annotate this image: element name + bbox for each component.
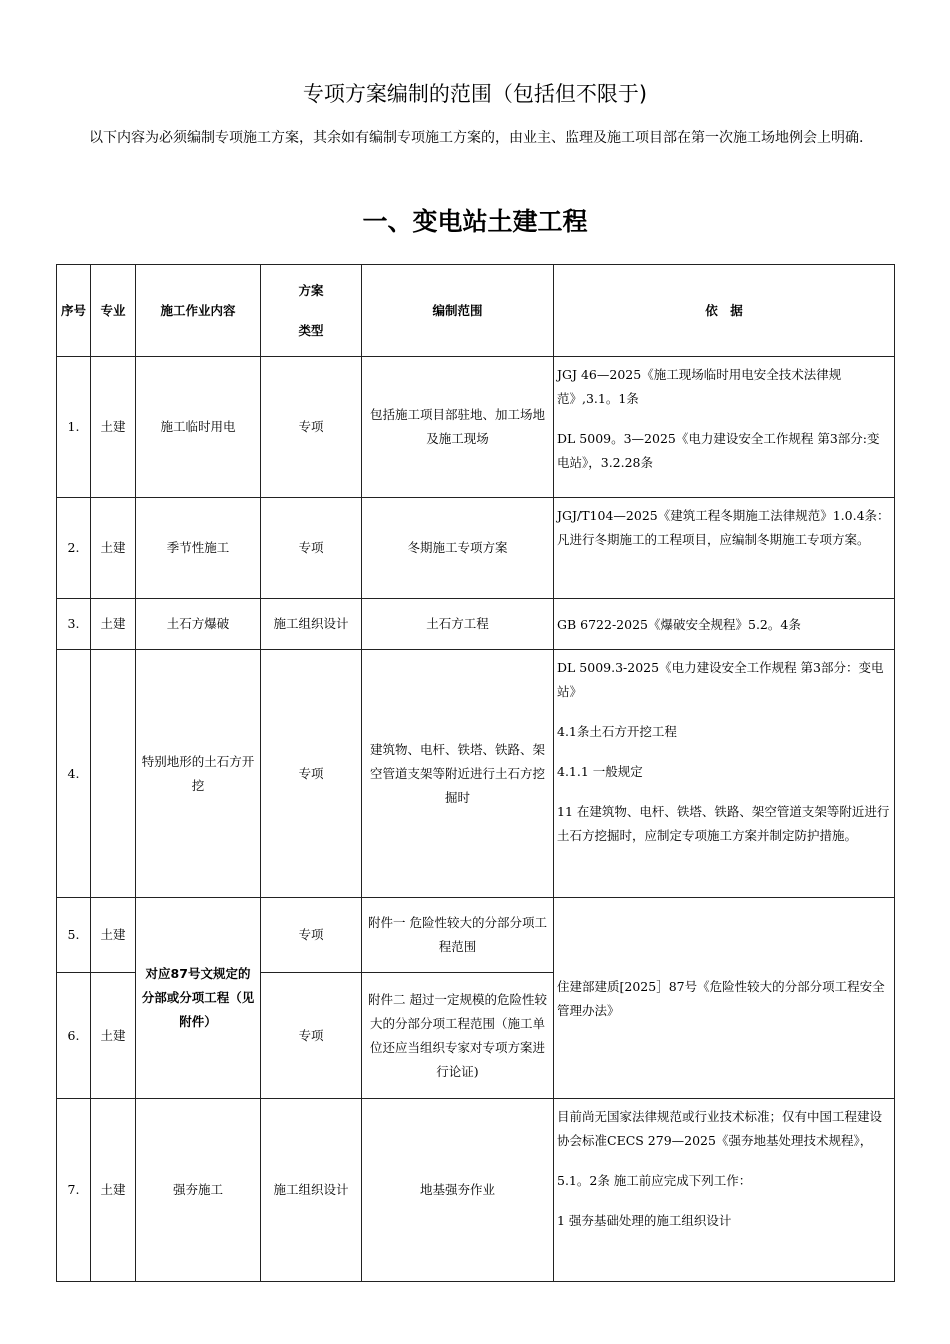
header-scope: 编制范围 <box>362 265 554 357</box>
row-type: 施工组织设计 <box>261 599 362 650</box>
row-discipline: 土建 <box>91 1099 136 1282</box>
header-content: 施工作业内容 <box>136 265 261 357</box>
row-no: 1. <box>57 357 91 498</box>
basis-line: 4.1.1 一般规定 <box>557 764 643 779</box>
page-title: 专项方案编制的范围（包括但不限于) <box>302 82 648 106</box>
row-content: 施工临时用电 <box>136 357 261 498</box>
basis-line: 目前尚无国家法律规范或行业技术标准；仅有中国工程建设协会标准CECS 279—2025《强夯地基处理技术规程》， <box>557 1109 883 1148</box>
row-scope: 附件一 危险性较大的分部分项工程范围 <box>362 898 554 973</box>
basis-line: JGJ 46—2025《施工现场临时用电安全技术法律规范》,3.1。1条 <box>557 367 842 406</box>
basis-line: GB 6722-2025《爆破安全规程》5.2。4条 <box>557 617 801 632</box>
row-scope: 建筑物、电杆、铁塔、铁路、架空管道支架等附近进行土石方挖掘时 <box>362 650 554 898</box>
row-scope: 包括施工项目部驻地、加工场地及施工现场 <box>362 357 554 498</box>
row-type: 专项 <box>261 973 362 1099</box>
table-row <box>57 650 895 898</box>
header-no: 序号 <box>57 265 91 357</box>
table-row <box>57 898 895 973</box>
basis-line: JGJ/T104—2025《建筑工程冬期施工法律规范》1.0.4条：凡进行冬期施工的工程项目，应编制冬期施工专项方案。 <box>557 508 890 547</box>
table-row <box>57 599 895 650</box>
table-header-row <box>57 265 895 357</box>
row-no: 5. <box>57 898 91 973</box>
table-row <box>57 498 895 599</box>
row-type: 专项 <box>261 498 362 599</box>
row-no: 7. <box>57 1099 91 1282</box>
row-discipline <box>91 650 136 898</box>
row-scope: 冬期施工专项方案 <box>362 498 554 599</box>
table-row <box>57 357 895 498</box>
row-discipline: 土建 <box>91 973 136 1099</box>
row-no: 3. <box>57 599 91 650</box>
row-basis <box>554 1099 895 1282</box>
section-heading: 一、变电站土建工程 <box>362 207 588 236</box>
basis-line: DL 5009。3—2025《电力建设安全工作规程 第3部分:变电站》，3.2.28条 <box>557 431 880 470</box>
row-no: 6. <box>57 973 91 1099</box>
row-type: 专项 <box>261 357 362 498</box>
row-scope: 地基强夯作业 <box>362 1099 554 1282</box>
header-type <box>261 265 362 357</box>
scope-table <box>56 264 895 1282</box>
row-scope: 土石方工程 <box>362 599 554 650</box>
row-type: 专项 <box>261 650 362 898</box>
row-no: 2. <box>57 498 91 599</box>
header-type-line2: 类型 <box>298 322 324 338</box>
row-type: 施工组织设计 <box>261 1099 362 1282</box>
row-discipline: 土建 <box>91 498 136 599</box>
row-basis-merged <box>554 898 895 1099</box>
row-basis <box>554 650 895 898</box>
table-row <box>57 1099 895 1282</box>
basis-line: DL 5009.3-2025《电力建设安全工作规程 第3部分：变电站》 <box>557 660 884 699</box>
basis-line: 1 强夯基础处理的施工组织设计 <box>557 1213 732 1228</box>
basis-line: 4.1条土石方开挖工程 <box>557 724 677 739</box>
basis-line: 5.1。2条 施工前应完成下列工作： <box>557 1173 752 1188</box>
row-discipline: 土建 <box>91 898 136 973</box>
row-basis <box>554 599 895 650</box>
header-type-line1: 方案 <box>298 282 324 298</box>
row-discipline: 土建 <box>91 357 136 498</box>
row-no: 4. <box>57 650 91 898</box>
basis-line: 住建部建质[2025］87号《危险性较大的分部分项工程安全管理办法》 <box>557 979 885 1018</box>
basis-line: 11 在建筑物、电杆、铁塔、铁路、架空管道支架等附近进行土石方挖掘时，应制定专项施工方案并制定防护措施。 <box>557 804 890 843</box>
header-discipline: 专业 <box>91 265 136 357</box>
header-basis: 依 据 <box>554 265 895 357</box>
row-scope: 附件二 超过一定规模的危险性较大的分部分项工程范围（施工单位还应当组织专家对专项方案进行论证) <box>362 973 554 1099</box>
row-content-merged: 对应87号文规定的分部或分项工程（见附件） <box>136 898 261 1099</box>
intro-paragraph: 以下内容为必须编制专项施工方案，其余如有编制专项施工方案的，由业主、监理及施工项目部在第一次施工场地例会上明确. <box>89 130 864 146</box>
row-basis <box>554 498 895 599</box>
row-type: 专项 <box>261 898 362 973</box>
row-content: 强夯施工 <box>136 1099 261 1282</box>
row-content: 特别地形的土石方开挖 <box>136 650 261 898</box>
row-basis <box>554 357 895 498</box>
row-discipline: 土建 <box>91 599 136 650</box>
row-content: 季节性施工 <box>136 498 261 599</box>
row-content: 土石方爆破 <box>136 599 261 650</box>
